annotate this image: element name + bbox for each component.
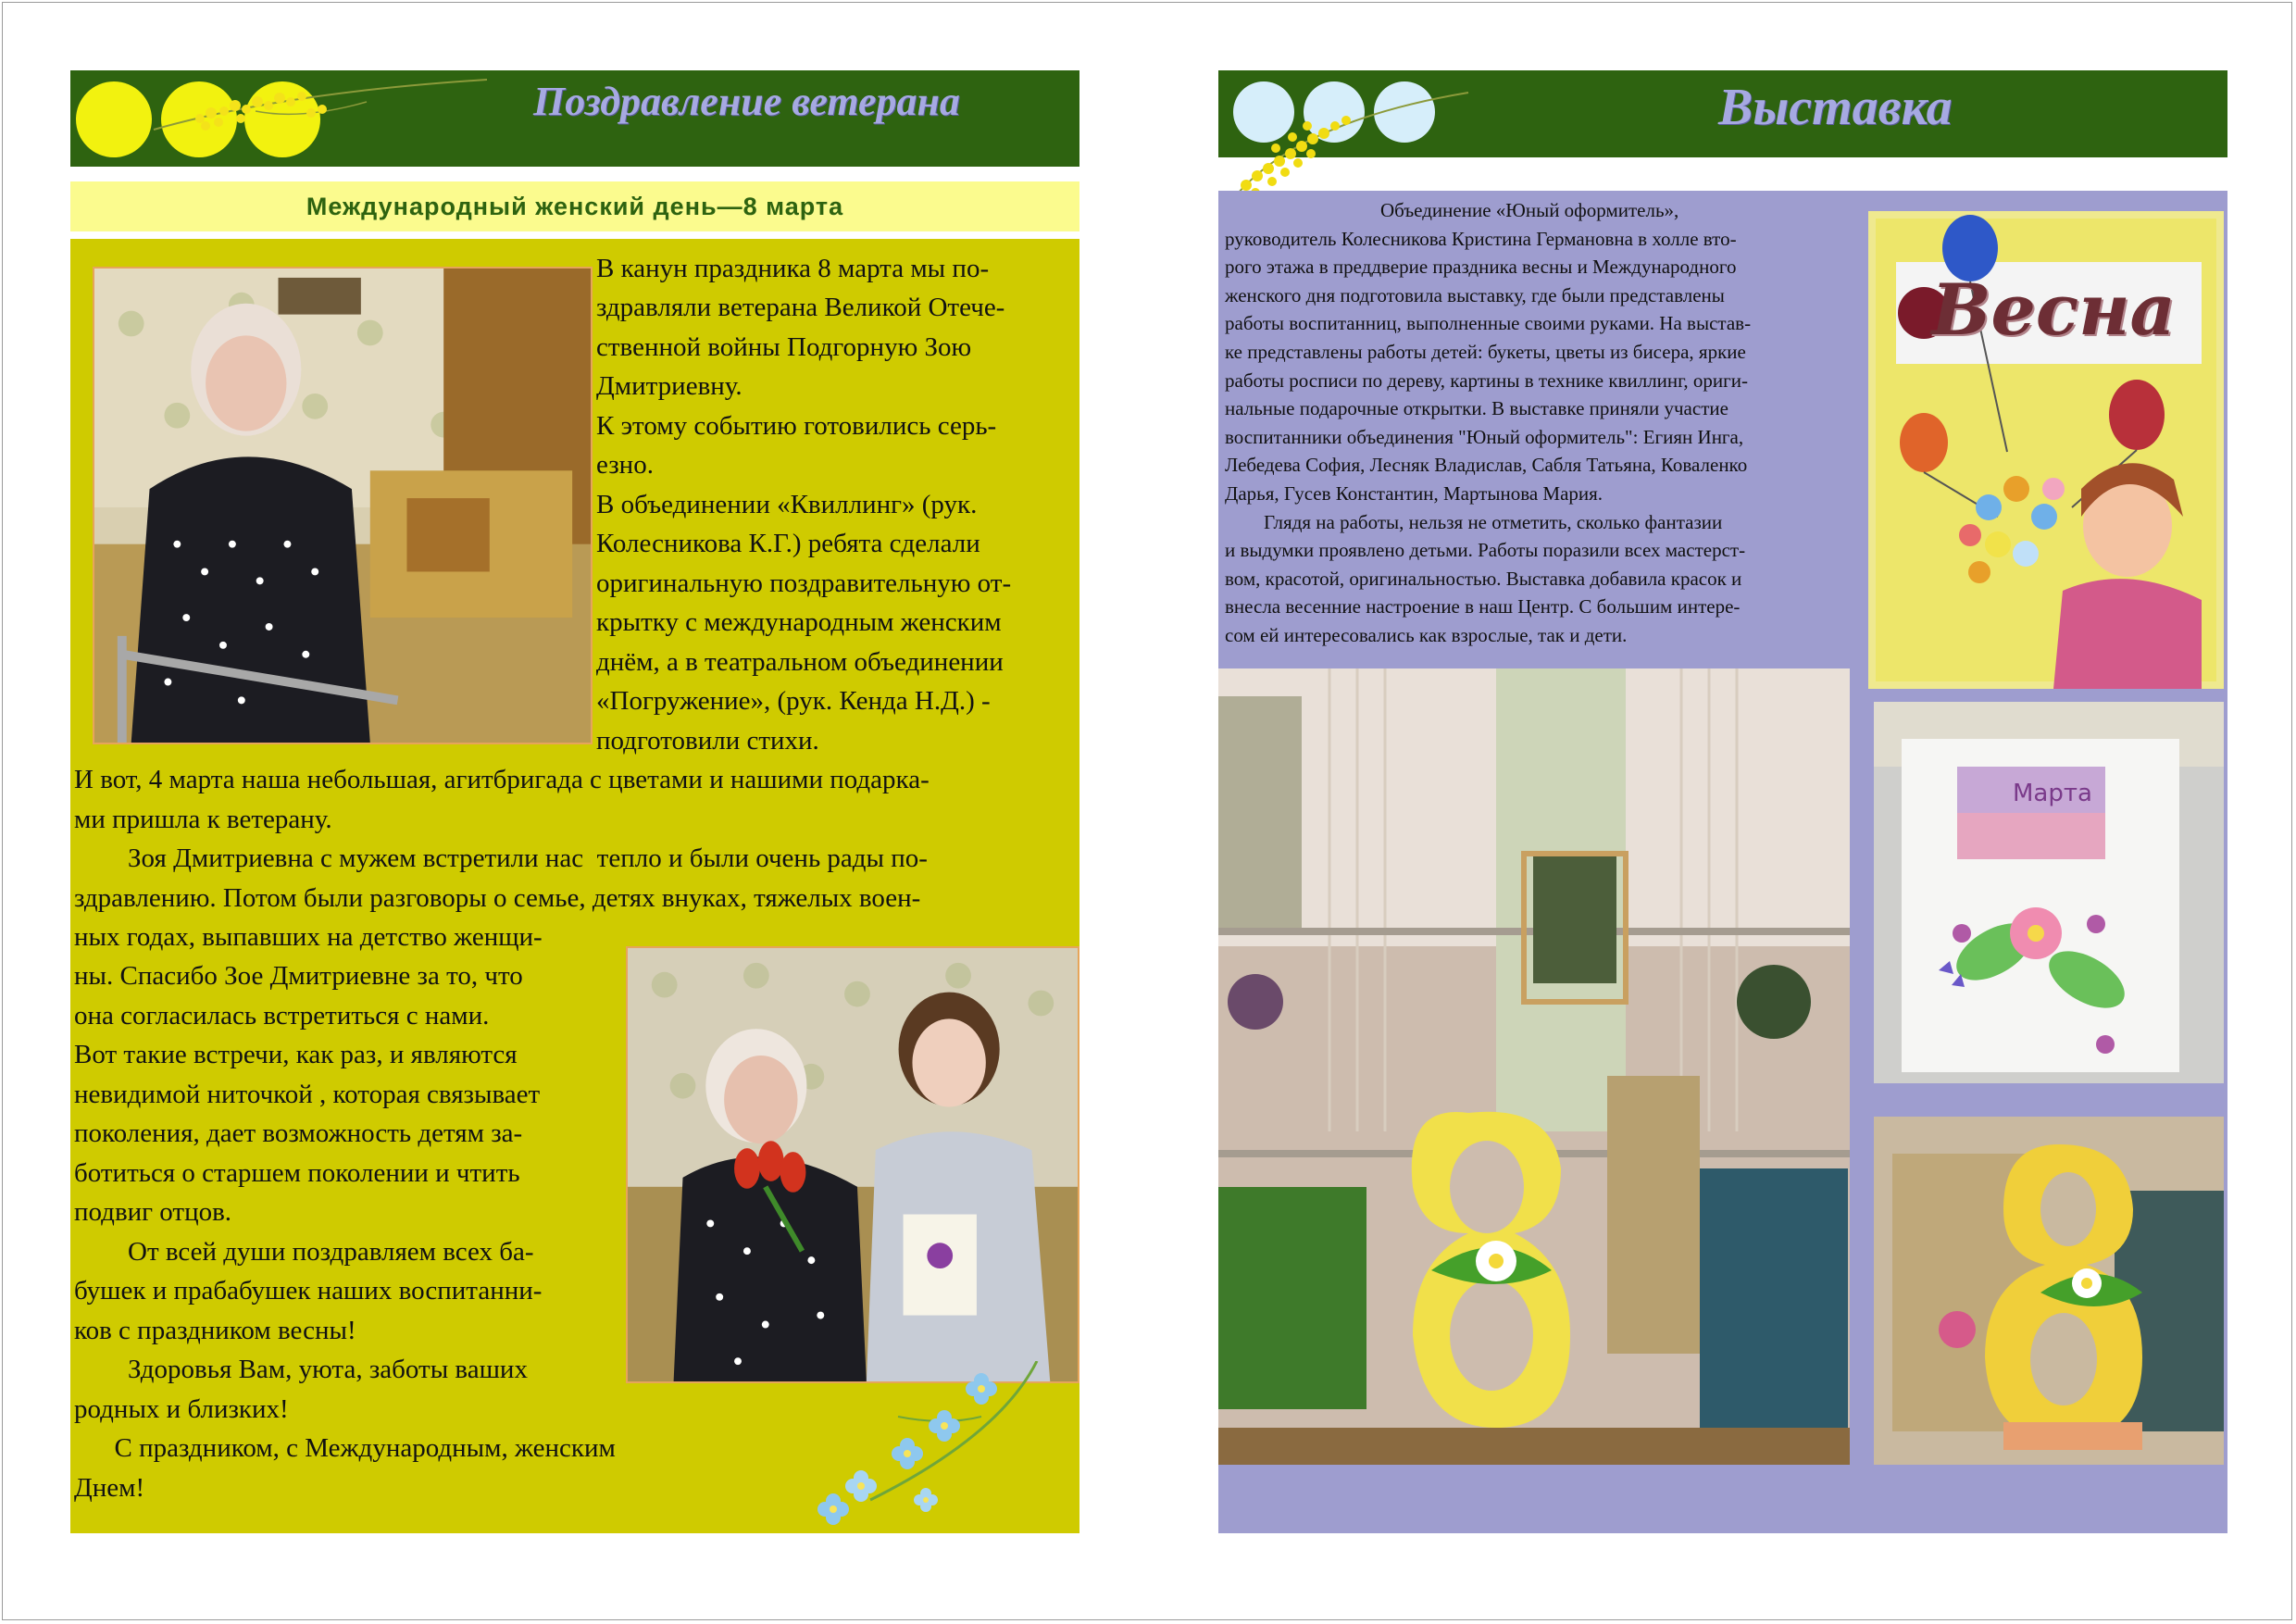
march-card-text: Марта	[2013, 780, 2092, 807]
left-text-line: ны. Спасибо Зое Дмитриевне за то, что	[74, 961, 523, 991]
photo-march-card	[1874, 702, 2224, 1083]
left-text-line: И вот, 4 марта наша небольшая, агитбригада с цветами и нашими подарка-	[74, 765, 930, 794]
right-text-line: вом, красотой, оригинальностью. Выставка добавила красок и	[1225, 567, 1742, 590]
right-text-line: женского дня подготовила выставку, где были представлены	[1225, 283, 1725, 306]
photo-vesna-poster	[1868, 211, 2224, 689]
left-text-line: езно.	[596, 450, 654, 480]
decor-circle-1	[76, 81, 152, 157]
photo-exhibition-showcase	[1218, 668, 1850, 1465]
photo-veteran-with-girl	[626, 946, 1079, 1383]
left-text-line: она согласилась встретиться с нами.	[74, 1001, 490, 1031]
left-text-line: ботиться о старшем поколении и чтить	[74, 1158, 520, 1188]
right-text-line: Лебедева София, Лесняк Владислав, Сабля Татьяна, Коваленко	[1225, 454, 1748, 477]
right-text-line: внесла весенние настроение в наш Центр. С большим интере-	[1225, 595, 1741, 618]
left-text-line: подвиг отцов.	[74, 1197, 232, 1227]
right-text-line: рого этажа в преддверие праздника весны и Международного	[1225, 256, 1737, 279]
left-text-line: Здоровья Вам, уюта, заботы ваших	[74, 1355, 528, 1384]
photo-eight-sculpture	[1874, 1117, 2224, 1465]
left-text-line: здравлению. Потом были разговоры о семье, детях внуках, тяжелых воен-	[74, 883, 921, 913]
right-text-line: Объединение «Юный оформитель»,	[1225, 199, 1679, 221]
left-text-line: От всей души поздравляем всех ба-	[74, 1237, 534, 1267]
right-text-line: и выдумки проявлено детьми. Работы поразили всех мастерст-	[1225, 539, 1746, 562]
left-text-line: ков с праздником весны!	[74, 1316, 356, 1345]
right-article	[1225, 196, 1864, 650]
left-text-line: «Погружение», (рук. Кенда Н.Д.) -	[596, 686, 991, 716]
left-text-line: С праздником, с Международным, женским	[74, 1433, 616, 1463]
left-text-line: ственной войны Подгорную Зою	[596, 332, 972, 362]
right-header-title: Выставка	[1718, 79, 1953, 136]
left-text-line: невидимой ниточкой , которая связывает	[74, 1080, 541, 1109]
right-text-line: сом ей интересовались как взрослые, так и дети.	[1225, 623, 1628, 646]
right-text-line: Глядя на работы, нельзя не отметить, сколько фантазии	[1225, 510, 1723, 533]
right-text-line: работы воспитанниц, выполненные своими руками. На выстав-	[1225, 312, 1752, 335]
left-text-line: Днем!	[74, 1473, 145, 1503]
left-text-line: оригинальную поздравительную от-	[596, 568, 1012, 598]
left-text-line: крытку с международным женским	[596, 607, 1002, 637]
mimosa-sprig-icon	[144, 65, 496, 148]
left-text-line: подготовили стихи.	[596, 726, 819, 756]
left-header-bar	[70, 70, 1079, 167]
photo-veteran	[93, 267, 593, 744]
left-text-line: В канун праздника 8 марта мы по-	[596, 254, 990, 283]
right-text-line: воспитанники объединения "Юный оформитель": Егиян Инга,	[1225, 425, 1744, 448]
left-subtitle: Международный женский день—8 марта	[306, 192, 844, 220]
right-text-line: ке представлены работы детей: букеты, цветы из бисера, яркие	[1225, 340, 1746, 363]
left-text-line: бушек и прабабушек наших воспитанни-	[74, 1276, 543, 1305]
vesna-card-text: Весна	[1931, 269, 2176, 351]
left-subtitle-bar	[70, 181, 1079, 231]
left-text-line: К этому событию готовились серь-	[596, 411, 997, 441]
left-text-line: здравляли ветерана Великой Отече-	[596, 293, 1005, 322]
left-header-title: Поздравление ветерана	[533, 79, 960, 124]
left-text-line: родных и близких!	[74, 1394, 289, 1424]
left-text-line: В объединении «Квиллинг» (рук.	[596, 490, 978, 519]
right-text-line: Дарья, Гусев Константин, Мартынова Мария.	[1225, 481, 1603, 505]
left-text-line: ми пришла к ветерану.	[74, 805, 332, 834]
left-text-line: днём, а в театральном объединении	[596, 647, 1004, 677]
right-text-line: нальные подарочные открытки. В выставке приняли участие	[1225, 397, 1728, 420]
right-text-line: работы росписи по дереву, картины в технике квиллинг, ориги-	[1225, 369, 1748, 392]
right-text-line: руководитель Колесникова Кристина Германовна в холле вто-	[1225, 227, 1737, 250]
left-text-line: Колесникова К.Г.) ребята сделали	[596, 529, 980, 558]
left-text-line: Вот такие встречи, как раз, и являются	[74, 1040, 518, 1069]
left-text-line: Зоя Дмитриевна с мужем встретили нас тепло и были очень рады по-	[74, 843, 928, 873]
left-text-line: ных годах, выпавших на детство женщи-	[74, 922, 543, 952]
mimosa-branch-icon	[1218, 65, 1478, 204]
left-text-line: Дмитриевну.	[596, 371, 742, 401]
forget-me-not-icon	[759, 1361, 1074, 1533]
left-text-line: поколения, дает возможность детям за-	[74, 1118, 523, 1148]
